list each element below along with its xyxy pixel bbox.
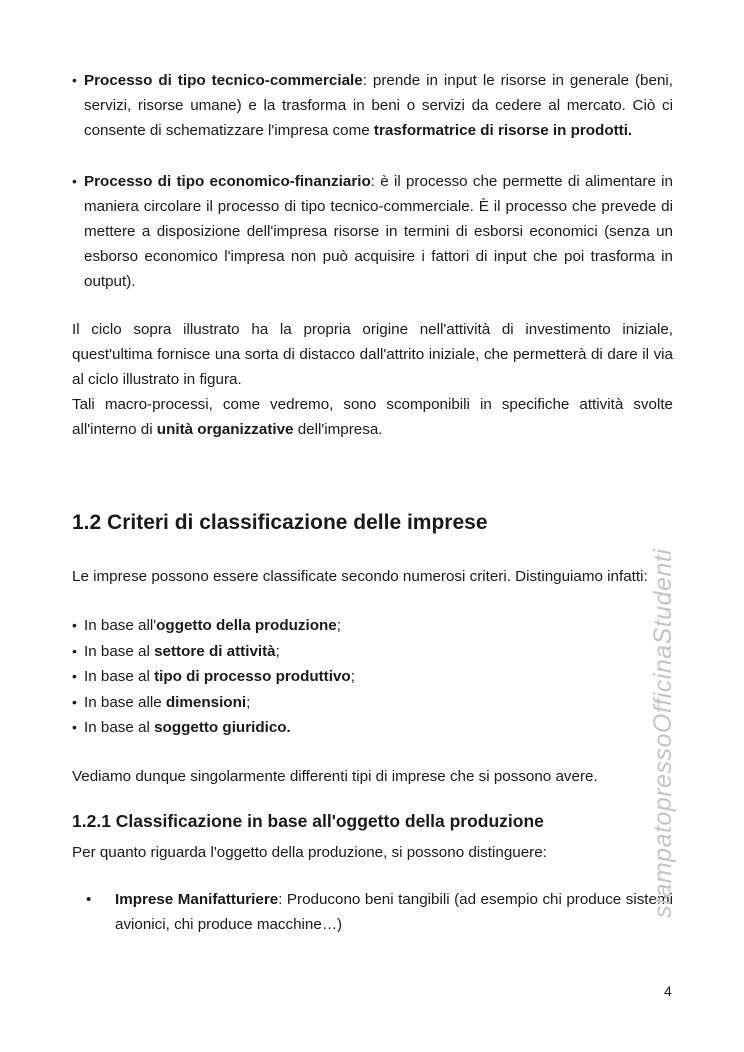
criterion-prefix: In base al [84, 719, 155, 736]
bullet-dot: • [72, 693, 77, 710]
bullet-economico-finanziario [72, 169, 673, 294]
criterion-suffix: ; [275, 642, 280, 660]
page-number: 4 [664, 983, 672, 999]
bullet-dot: • [86, 890, 92, 908]
bullet-manifatturiere [72, 887, 673, 937]
list-item [72, 715, 673, 741]
criterion-emph: soggetto giuridico. [154, 719, 291, 736]
watermark: stampatopressoOfficinaStudenti [649, 548, 677, 918]
criterion-suffix: ; [246, 693, 251, 711]
bullet-dot: • [72, 617, 77, 633]
criterion-emph: settore di attività [154, 642, 276, 660]
text-macro-end: dell'impresa. [293, 421, 383, 438]
term-economico: Processo di tipo economico-finanziario [84, 173, 371, 190]
bullet-dot: • [72, 642, 77, 659]
paragraph-macro-processi [72, 392, 673, 442]
text-manifatturiere: : Producono beni tangibili (ad esempio chi produce sistemi avionici, chi produce macchine…) [115, 890, 673, 933]
term-manifatturiere: Imprese Manifatturiere [115, 890, 279, 908]
criterion-suffix: ; [350, 668, 355, 685]
bullet-tecnico-commerciale [72, 68, 673, 143]
paragraph-ciclo: Il ciclo sopra illustrato ha la propria origine nell'attività di investimento iniziale, quest'ultima fornisce una sorta di distacco dall'attrito iniziale, che permetterà di dare il via al ciclo illustrato in figura. [72, 321, 673, 388]
page-content [72, 68, 673, 937]
emph-trasformatrice: trasformatrice di risorse in prodotti. [373, 122, 633, 139]
criterion-emph: oggetto della produzione [156, 617, 337, 634]
criterion-prefix: In base al [84, 668, 155, 685]
bullet-dot: • [72, 72, 77, 88]
criterion-prefix: In base alle [84, 693, 166, 711]
paragraph-vediamo: Vediamo dunque singolarmente differenti tipi di imprese che si possono avere. [72, 767, 598, 785]
emph-unita: unità organizzative [156, 421, 294, 438]
criterion-emph: tipo di processo produttivo [154, 668, 351, 685]
subsection-title: 1.2.1 Classificazione in base all'oggetto della produzione [72, 810, 544, 831]
text-economico: : è il processo che permette di alimentare in maniera circolare il processo di tipo tecnico-commerciale. È il processo che prevede di mettere a disposizione dell'impresa risorse in termini di esborsi economici (senza un esborso economico l'impresa non può acquisire i fattori di input che poi trasforma in output). [84, 173, 673, 290]
paragraph-intro: Le imprese possono essere classificate secondo numerosi criteri. Distinguiamo infatti: [72, 568, 648, 585]
section-title: 1.2 Criteri di classificazione delle imprese [72, 511, 488, 534]
list-item [72, 613, 673, 639]
bullet-dot: • [72, 173, 77, 189]
list-item [72, 664, 673, 690]
criterion-prefix: In base al [84, 642, 155, 660]
bullet-dot: • [72, 719, 77, 735]
text-macro: Tali macro-processi, come vedremo, sono scomponibili in specifiche attività svolte all'interno di [72, 396, 673, 438]
criteria-list [72, 613, 673, 741]
text-tecnico: : prende in input le risorse in generale (beni, servizi, risorse umane) e la trasforma in beni o servizi da cedere al mercato. Ciò ci consente di schematizzare l'impresa come [84, 72, 673, 139]
term-tecnico: Processo di tipo tecnico-commerciale [84, 72, 363, 89]
list-item [72, 690, 673, 716]
paragraph-per-quanto: Per quanto riguarda l'oggetto della produzione, si possono distinguere: [72, 843, 547, 861]
criterion-suffix: ; [336, 617, 341, 634]
bullet-dot: • [72, 668, 77, 684]
list-item [72, 639, 673, 665]
criterion-emph: dimensioni [165, 693, 247, 711]
criterion-prefix: In base all' [84, 617, 157, 634]
